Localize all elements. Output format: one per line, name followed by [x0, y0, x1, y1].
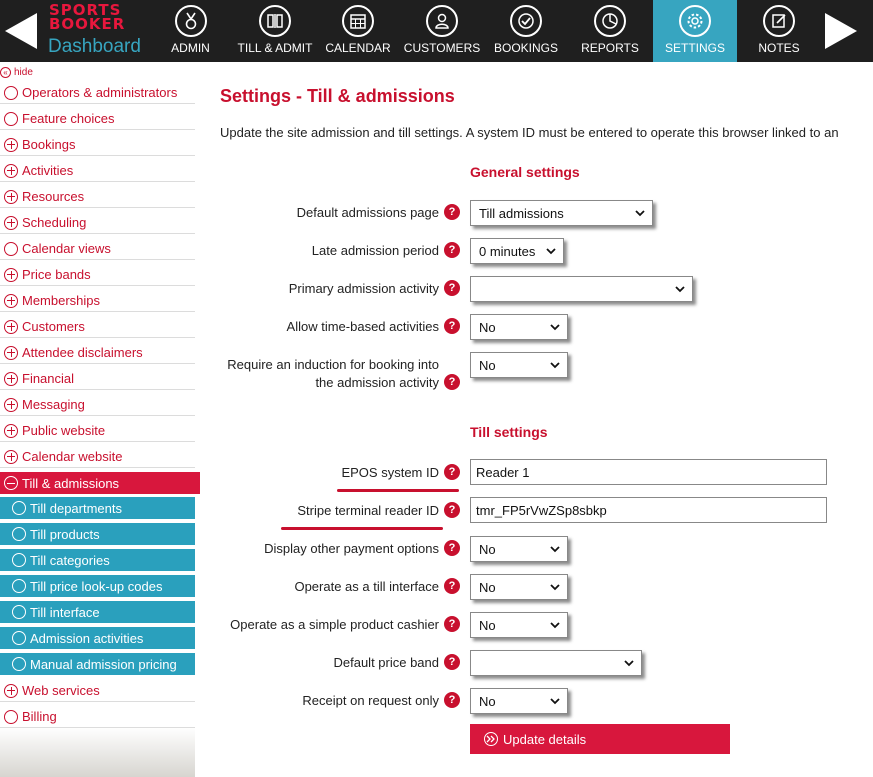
epos-system-id-input[interactable]	[470, 459, 827, 485]
sidebar-subitem-till-products[interactable]	[0, 523, 195, 547]
sidebar-item-feature-choices[interactable]	[0, 108, 195, 130]
sidebar-item-calendar-website[interactable]	[0, 446, 195, 468]
sidebar-item-label: Messaging	[22, 397, 85, 412]
sidebar-item-label: Customers	[22, 319, 85, 334]
select-value: Till admissions	[479, 205, 564, 221]
primary-admission-activity-select[interactable]	[470, 276, 693, 302]
help-icon[interactable]: ?	[444, 280, 460, 296]
epos-system-id-label: EPOS system ID	[341, 465, 439, 480]
nav-till-admit-label: TILL & ADMIT	[237, 41, 313, 55]
nav-settings[interactable]	[653, 0, 737, 62]
circle-icon	[12, 657, 26, 671]
sidebar-item-label: Calendar website	[22, 449, 123, 464]
display-other-payment-select[interactable]	[470, 536, 568, 562]
nav-admin[interactable]	[164, 0, 217, 62]
page-title: Settings - Till & admissions	[220, 86, 455, 106]
chevron-down-icon	[550, 544, 560, 554]
sidebar-item-label: Scheduling	[22, 215, 87, 230]
nav-till-admit[interactable]	[233, 0, 317, 62]
chevron-down-icon	[624, 658, 634, 668]
sidebar-item-label: Bookings	[22, 137, 76, 152]
sidebar-item-activities[interactable]	[0, 160, 195, 182]
sidebar-item-label: Memberships	[22, 293, 101, 308]
plus-circle-icon	[4, 398, 18, 412]
circle-icon	[4, 710, 18, 724]
plus-circle-icon	[4, 346, 18, 360]
sidebar-subitem-label: Till products	[30, 526, 100, 542]
sidebar-item-label: Billing	[22, 709, 57, 724]
plus-circle-icon	[4, 216, 18, 230]
plus-circle-icon	[4, 320, 18, 334]
circle-icon	[12, 527, 26, 541]
select-value: No	[479, 541, 496, 557]
help-icon[interactable]: ?	[444, 616, 460, 632]
sidebar-item-till-admissions[interactable]	[0, 472, 200, 494]
allow-time-based-select[interactable]	[470, 314, 568, 340]
chevron-down-icon	[550, 620, 560, 630]
help-icon[interactable]: ?	[444, 692, 460, 708]
sidebar-item-resources[interactable]	[0, 186, 195, 208]
late-admission-period-select[interactable]	[470, 238, 564, 264]
sidebar-item-label: Public website	[22, 423, 106, 438]
sidebar-item-public-website[interactable]	[0, 420, 195, 442]
allow-time-based-label: Allow time-based activities	[286, 319, 439, 334]
plus-circle-icon	[4, 294, 18, 308]
chevron-down-icon	[675, 284, 685, 294]
select-value: No	[479, 357, 496, 373]
minus-circle-icon	[4, 476, 18, 490]
sidebar-subitem-label: Till categories	[30, 552, 110, 568]
help-icon[interactable]: ?	[444, 540, 460, 556]
settings-sidebar	[0, 62, 195, 777]
plus-circle-icon	[4, 268, 18, 282]
settings-main-panel	[196, 62, 873, 777]
nav-customers[interactable]	[405, 0, 479, 62]
receipt-on-request-label: Receipt on request only	[302, 693, 439, 708]
sidebar-subitem-manual-admission-pricing[interactable]	[0, 653, 195, 677]
brand-line-sports: SPORTS	[49, 1, 122, 19]
sidebar-subitem-admission-activities[interactable]	[0, 627, 195, 651]
reports-pie-icon	[594, 5, 626, 37]
plus-circle-icon	[4, 424, 18, 438]
help-icon[interactable]: ?	[444, 502, 460, 518]
sidebar-item-label: Activities	[22, 163, 74, 178]
chevron-down-icon	[550, 696, 560, 706]
double-chevron-left-icon: «	[0, 67, 11, 78]
sidebar-subitem-till-categories[interactable]	[0, 549, 195, 573]
default-admissions-page-select[interactable]	[470, 200, 653, 226]
plus-circle-icon	[4, 372, 18, 386]
default-price-band-select[interactable]	[470, 650, 642, 676]
help-icon[interactable]: ?	[444, 318, 460, 334]
circle-icon	[12, 579, 26, 593]
sidebar-hide-toggle[interactable]	[0, 65, 33, 79]
stripe-reader-id-label: Stripe terminal reader ID	[297, 503, 439, 518]
help-icon[interactable]: ?	[444, 374, 460, 390]
intro-text: Update the site admission and till settings. A system ID must be entered to operate this browser linked to an	[220, 125, 839, 140]
circle-icon	[4, 112, 18, 126]
till-settings-heading: Till settings	[470, 424, 548, 440]
sidebar-item-label: Financial	[22, 371, 75, 386]
sidebar-item-label: Till & admissions	[22, 475, 120, 491]
receipt-on-request-select[interactable]	[470, 688, 568, 714]
select-value: No	[479, 617, 496, 633]
sidebar-item-label: Calendar views	[22, 241, 111, 256]
sidebar-item-calendar-views[interactable]	[0, 238, 195, 260]
sidebar-item-label: Feature choices	[22, 111, 115, 126]
input-value: Reader 1	[476, 464, 530, 480]
operate-till-interface-label: Operate as a till interface	[294, 579, 439, 594]
operate-simple-cashier-select[interactable]	[470, 612, 568, 638]
general-settings-heading: General settings	[470, 164, 580, 180]
circle-icon	[12, 605, 26, 619]
notes-edit-icon	[763, 5, 795, 37]
select-value: No	[479, 319, 496, 335]
help-icon[interactable]: ?	[444, 242, 460, 258]
top-nav-bar	[0, 0, 873, 62]
update-details-label: Update details	[503, 731, 587, 747]
nav-reports-label: REPORTS	[581, 41, 639, 55]
settings-gear-icon	[679, 5, 711, 37]
chevron-down-icon	[546, 246, 556, 256]
sidebar-item-label: Resources	[22, 189, 85, 204]
nav-notes-label: NOTES	[758, 41, 800, 55]
help-icon[interactable]: ?	[444, 578, 460, 594]
brand-line-booker: BOOKER	[49, 15, 126, 33]
sidebar-subitem-label: Admission activities	[30, 630, 144, 646]
primary-admission-activity-label: Primary admission activity	[288, 281, 439, 296]
sidebar-item-customers[interactable]	[0, 316, 195, 338]
sidebar-subitem-label: Till interface	[30, 604, 100, 620]
calendar-icon	[342, 5, 374, 37]
annotation-underline	[281, 527, 443, 530]
brand-logo[interactable]	[44, 0, 162, 62]
sidebar-item-price-bands[interactable]	[0, 264, 195, 286]
default-admissions-page-label: Default admissions page	[296, 205, 439, 220]
circle-icon	[4, 86, 18, 100]
sidebar-item-label: Price bands	[22, 267, 91, 282]
late-admission-period-label: Late admission period	[311, 243, 439, 258]
plus-circle-icon	[4, 450, 18, 464]
nav-bookings[interactable]	[493, 0, 559, 62]
sidebar-subitem-label: Till departments	[30, 500, 122, 516]
sidebar-item-operators[interactable]	[0, 82, 195, 104]
input-value: tmr_FP5rVwZSp8sbkp	[476, 502, 607, 518]
chevron-down-icon	[550, 582, 560, 592]
help-icon[interactable]: ?	[444, 654, 460, 670]
update-details-button[interactable]	[470, 724, 730, 754]
help-icon[interactable]: ?	[444, 204, 460, 220]
nav-settings-label: SETTINGS	[664, 41, 725, 55]
sidebar-subitem-label: Till price look-up codes	[30, 578, 163, 594]
default-price-band-label: Default price band	[333, 655, 439, 670]
nav-admin-label: ADMIN	[171, 41, 210, 55]
nav-reports[interactable]	[579, 0, 641, 62]
circle-icon	[4, 242, 18, 256]
sidebar-item-label: Attendee disclaimers	[22, 345, 143, 360]
sidebar-item-label: Web services	[22, 683, 100, 698]
plus-circle-icon	[4, 164, 18, 178]
display-other-payment-label: Display other payment options	[264, 541, 439, 556]
sidebar-subitem-till-interface[interactable]	[0, 601, 195, 625]
admin-medal-icon	[175, 5, 207, 37]
brand-dashboard-label: Dashboard	[48, 36, 141, 57]
double-chevron-right-icon	[484, 732, 498, 746]
sidebar-item-web-services[interactable]	[0, 680, 195, 702]
sidebar-item-bookings[interactable]	[0, 134, 195, 156]
stripe-reader-id-input[interactable]	[470, 497, 827, 523]
help-icon[interactable]: ?	[444, 464, 460, 480]
sidebar-item-attendee-disclaimers[interactable]	[0, 342, 195, 364]
sidebar-hide-label: hide	[14, 66, 33, 78]
circle-icon	[12, 501, 26, 515]
nav-forward-arrow-icon[interactable]	[820, 0, 862, 62]
sidebar-item-label: Operators & administrators	[22, 85, 178, 100]
chevron-down-icon	[635, 208, 645, 218]
sidebar-item-financial[interactable]	[0, 368, 195, 390]
nav-back-arrow-icon[interactable]	[0, 0, 42, 62]
select-value: No	[479, 693, 496, 709]
nav-calendar[interactable]	[325, 0, 391, 62]
till-admit-gate-icon	[259, 5, 291, 37]
customers-user-icon	[426, 5, 458, 37]
sidebar-subitem-till-departments[interactable]	[0, 497, 195, 521]
require-induction-select[interactable]	[470, 352, 568, 378]
nav-calendar-label: CALENDAR	[325, 41, 391, 55]
nav-notes[interactable]	[752, 0, 806, 62]
require-induction-label-line2: the admission activity	[315, 375, 439, 390]
circle-icon	[12, 631, 26, 645]
plus-circle-icon	[4, 684, 18, 698]
plus-circle-icon	[4, 138, 18, 152]
nav-customers-label: CUSTOMERS	[403, 41, 481, 55]
sidebar-item-messaging[interactable]	[0, 394, 195, 416]
sidebar-subitem-till-plu-codes[interactable]	[0, 575, 195, 599]
chevron-down-icon	[550, 360, 560, 370]
bookings-check-icon	[510, 5, 542, 37]
select-value: 0 minutes	[479, 243, 536, 259]
require-induction-label-line1: Require an induction for booking into	[227, 357, 439, 372]
sidebar-subitem-label: Manual admission pricing	[30, 656, 177, 672]
nav-bookings-label: BOOKINGS	[493, 41, 558, 55]
operate-till-interface-select[interactable]	[470, 574, 568, 600]
operate-simple-cashier-label: Operate as a simple product cashier	[230, 617, 439, 632]
chevron-down-icon	[550, 322, 560, 332]
annotation-underline	[337, 489, 459, 492]
sidebar-item-scheduling[interactable]	[0, 212, 195, 234]
sidebar-item-memberships[interactable]	[0, 290, 195, 312]
select-value: No	[479, 579, 496, 595]
circle-icon	[12, 553, 26, 567]
plus-circle-icon	[4, 190, 18, 204]
sidebar-item-billing[interactable]	[0, 706, 195, 728]
